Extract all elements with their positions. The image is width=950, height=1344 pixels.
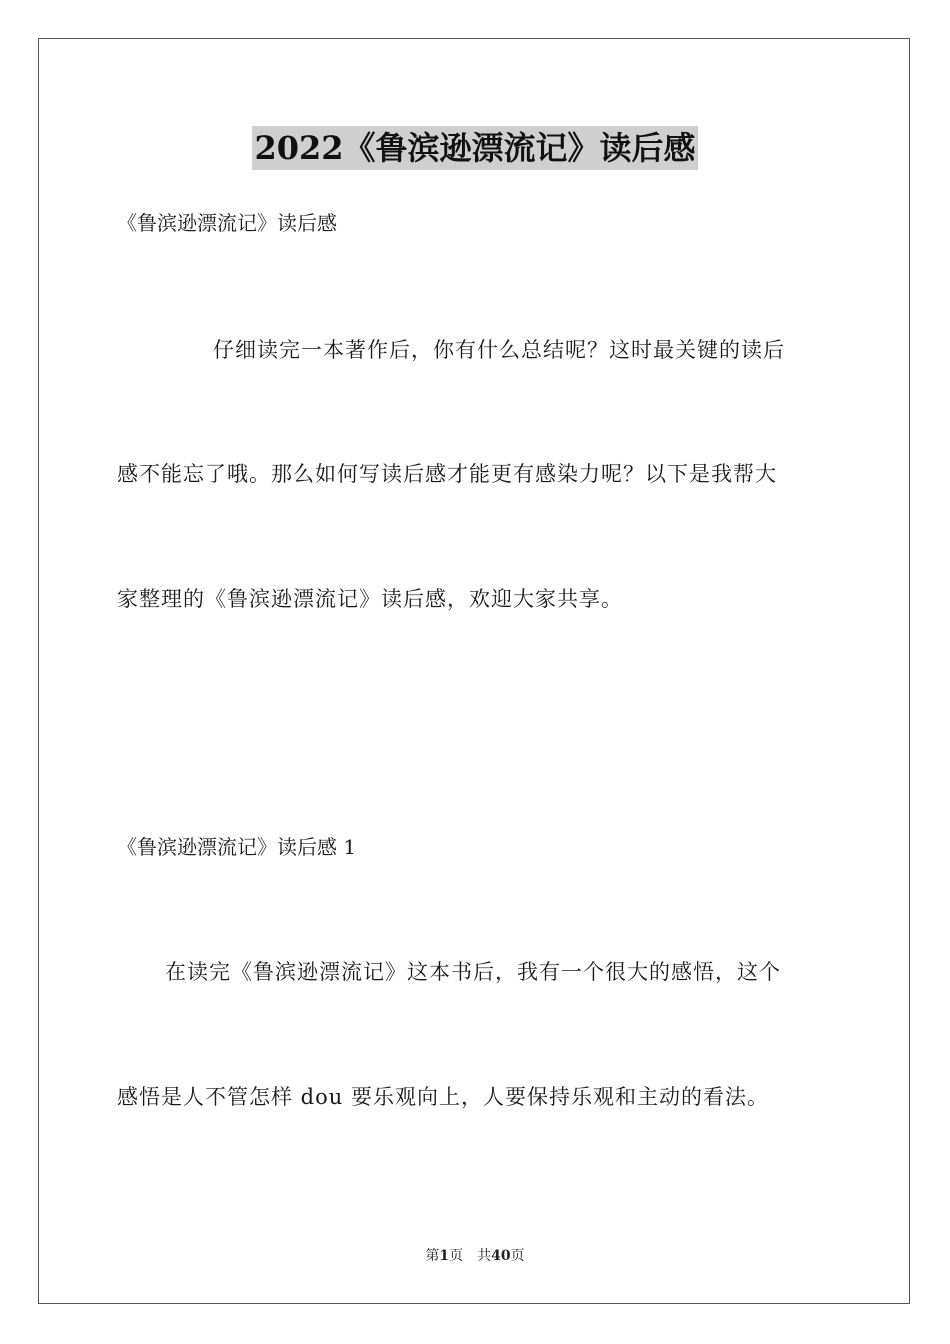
title-container — [0, 126, 950, 170]
document-title: 2022《鲁滨逊漂流记》读后感 — [252, 126, 697, 170]
section1-line-1: 在读完《鲁滨逊漂流记》这本书后，我有一个很大的感悟，这个 — [165, 960, 781, 984]
intro-line-2: 感不能忘了哦。那么如何写读后感才能更有感染力呢？以下是我帮大 — [117, 462, 777, 486]
intro-line-1: 仔细读完一本著作后，你有什么总结呢？这时最关键的读后 — [213, 338, 785, 362]
footer-page-label: 页 — [449, 1248, 464, 1264]
footer-total-label: 页 — [510, 1248, 525, 1264]
footer-page-total: 40 — [491, 1248, 511, 1264]
footer-page-current: 1 — [439, 1248, 450, 1264]
footer-total-prefix: 共 — [477, 1248, 492, 1264]
footer-page-prefix: 第 — [425, 1248, 440, 1264]
section1-line-2: 感悟是人不管怎样 dou 要乐观向上，人要保持乐观和主动的看法。 — [117, 1085, 769, 1109]
intro-line-3: 家整理的《鲁滨逊漂流记》读后感，欢迎大家共享。 — [117, 587, 623, 611]
document-heading: 《鲁滨逊漂流记》读后感 — [117, 211, 337, 235]
section1-heading: 《鲁滨逊漂流记》读后感 1 — [117, 835, 357, 859]
page-footer — [0, 1246, 950, 1266]
